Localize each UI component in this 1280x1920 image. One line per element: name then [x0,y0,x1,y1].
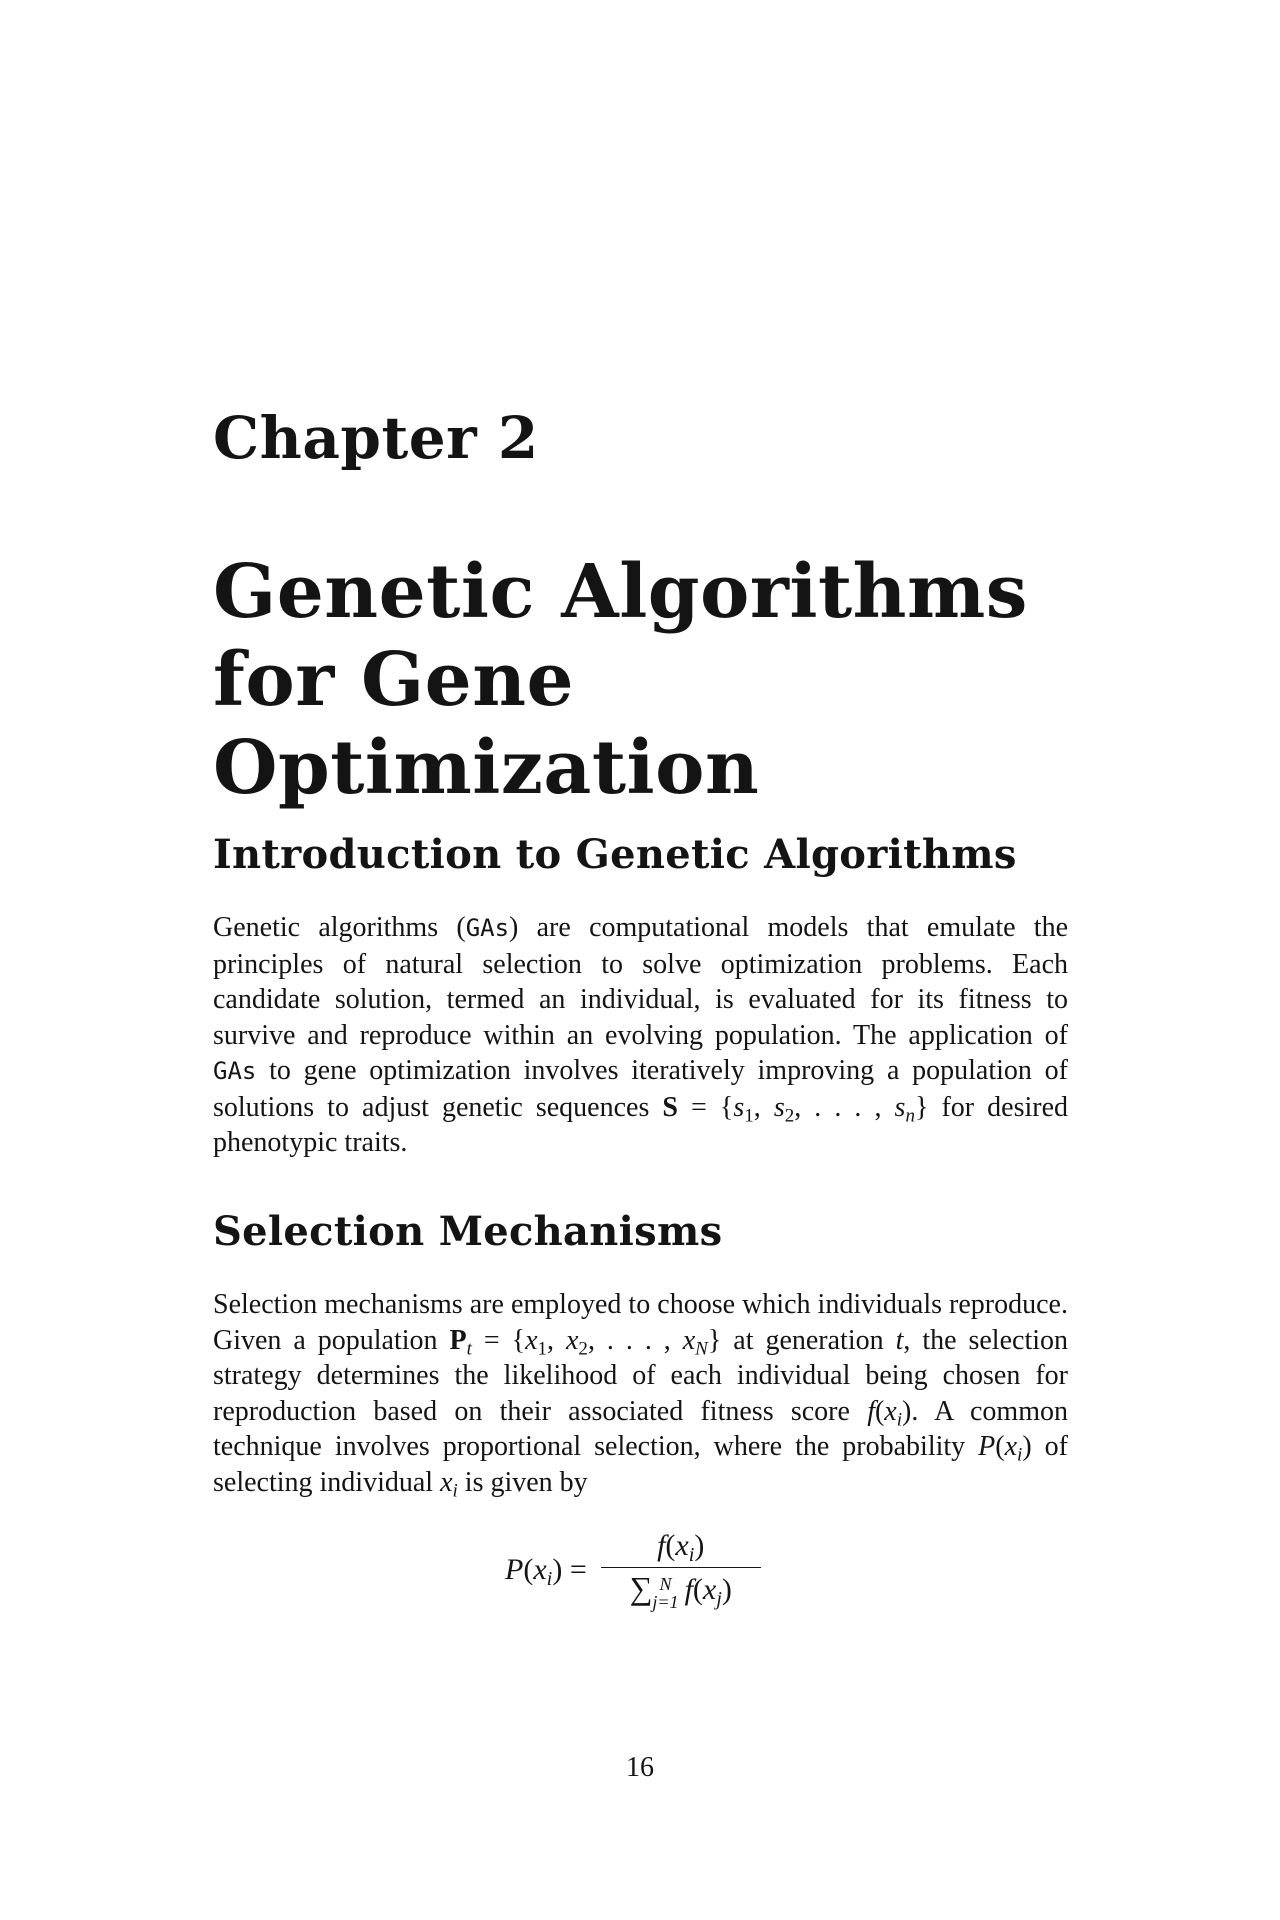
chapter-title: Genetic Algorithms for Gene Optimization [213,549,1028,811]
selection-text-5: of selecting individual [213,1431,1068,1498]
selection-paragraph [213,1287,1068,1500]
equation-denominator: ∑ N j=1 $f(x_j)$ [629,1570,732,1612]
equation-numerator: $f(x_i)$ [601,1529,761,1568]
intro-text-2: ) are computational models that emulate the principles of natural selection to solve optimization problems. Each candidate solution, termed an individual, is evaluated for its fitness to survive and reproduce within an evolving population. The application of [213,912,1068,1051]
section-heading-introduction: Introduction to Genetic Algorithms [213,831,1017,878]
proportional-selection-equation [0,1525,1280,1615]
chapter-label: Chapter 2 [213,404,539,472]
sequence-set-math: $S = \{s_1$, $s_2$, . . . , $s_n$} [662,1091,929,1127]
intro-paragraph [213,910,1068,1161]
individual-math: $x_i$ [440,1466,458,1502]
intro-text-4: for desired phenotypic traits. [213,1091,1069,1158]
intro-text-3: to gene optimization involves iteratively improving a population of solutions to adjust genetic sequences [213,1055,1068,1123]
equation-lhs: $P(x_i)$ = [505,1553,587,1591]
selection-text-2: at generation [721,1324,896,1356]
selection-text-6: is given by [457,1466,588,1498]
gas-code-2: GAs [213,1057,257,1085]
equation-fraction [601,1529,761,1610]
section-heading-selection: Selection Mechanisms [213,1208,723,1255]
intro-text-1: Genetic algorithms ( [213,912,466,943]
selection-text-1: Selection mechanisms are employed to choose which individuals reproduce. Given a population [213,1289,1068,1356]
sum-limits: N j=1 [652,1573,679,1612]
selection-text-4: . A common technique involves proportional selection, where the probability [213,1395,1068,1462]
generation-var-math: t [895,1324,904,1356]
sum-symbol: ∑ [629,1570,653,1607]
selection-text-3: , the selection strategy determines the likelihood of each individual being chosen for reproduction based on their associated fitness score [213,1324,1069,1427]
gas-code-1: GAs [465,914,510,942]
page-number: 16 [626,1752,654,1783]
fitness-score-math: $f(x_i)$ [867,1395,912,1431]
population-set-math: $P_t = \{x_1$, $x_2$, . . . , $x_N$} [449,1324,722,1360]
probability-math: $P(x_i)$ [978,1431,1032,1466]
